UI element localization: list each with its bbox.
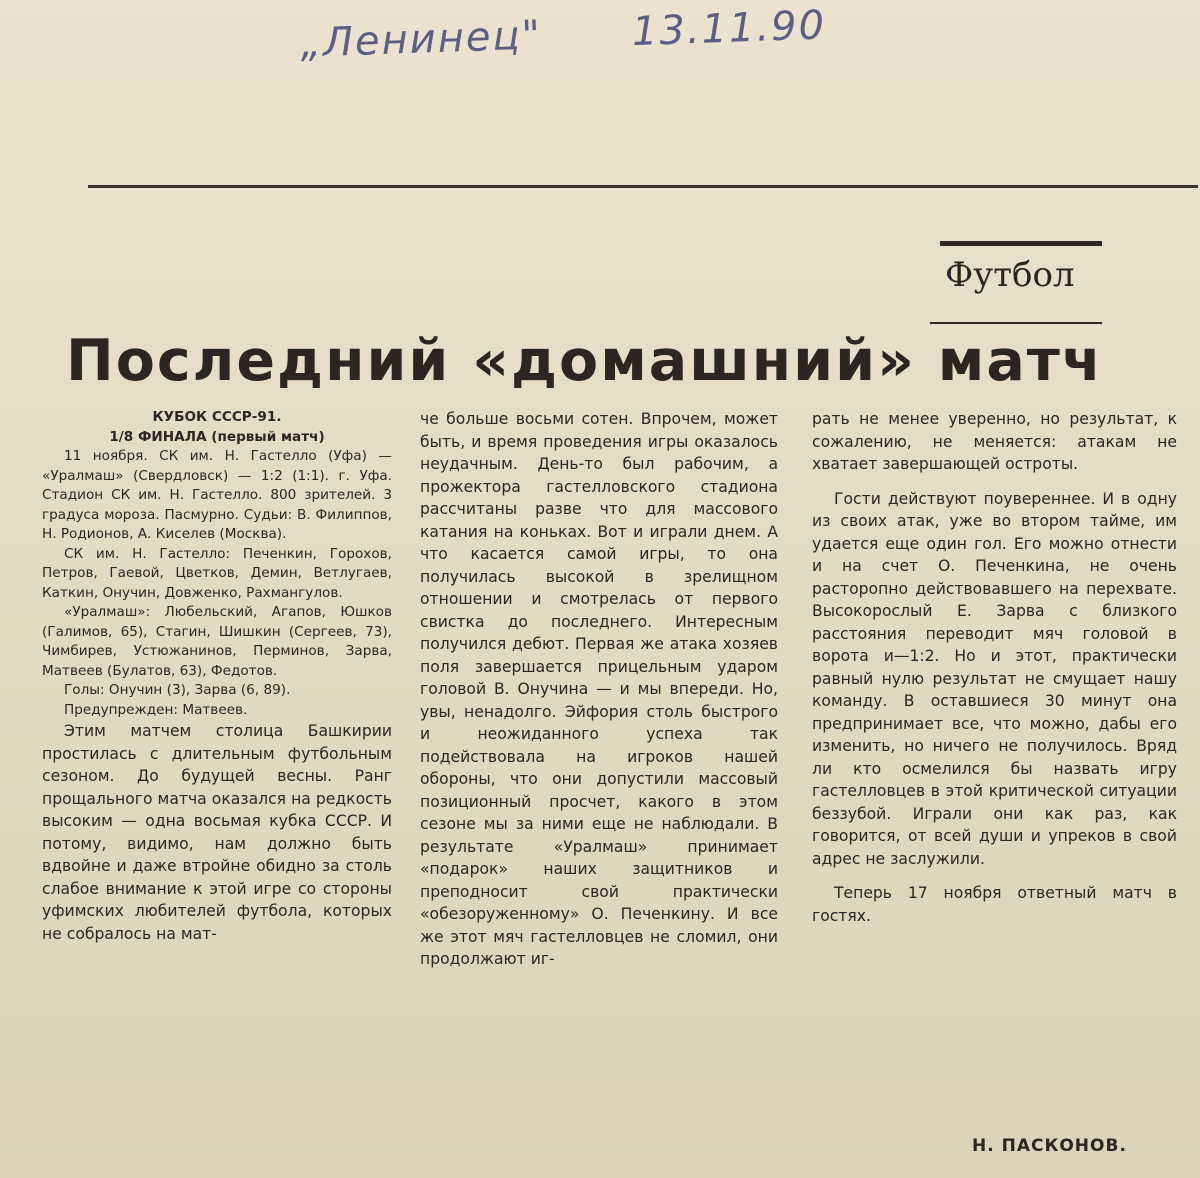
goals-line: Голы: Онучин (3), Зарва (6, 89). (64, 682, 291, 698)
away-team-lineup: «Уралмаш»: Любельский, Агапов, Юшков (Галимов, 65), Стагин, Шишкин (Сергеев, 73), Чимбирев, Устюжанинов, Перминов, Зарва, Матвеев (Булатов, 63), Федотов. (42, 604, 392, 679)
author-signature: Н. ПАСКОНОВ. (972, 1136, 1127, 1156)
article-paragraph-4: Гости действуют поувереннее. И в одну из своих атак, уже во втором тайме, им удается еще один гол. Его можно отнести и на счет О. Печенкина, не очень расторопно действовавшего на перехвате. Высокорослый Е. Зарва с близкого расстояния переводит мяч головой в ворота и—1:2. Но и этот, практически равный нулю результат не смущает нашу команду. В оставшиеся 30 минут она предпринимает все, что можно, дабы его изменить, но ничего не получилось. Вряд ли кто осмелился бы назвать игру гастелловцев в этой критической ситуации беззубой. Играли они как раз, как говорится, от всей души и упреков в свой адрес не заслужили. (812, 489, 1177, 868)
handwritten-note (299, 0, 916, 67)
article-column-2 (420, 408, 778, 971)
article-paragraph-5: Теперь 17 ноября ответный матч в гостях. (812, 884, 1177, 925)
article-paragraph-2: че больше восьми сотен. Впрочем, может быть, и время проведения игры оказалось неудачным. День-то был рабочим, а прожектора гастелловского стадиона рассчитаны разве что для массового катания на коньках. Вот и играли днем. А что касается самой игры, то она получилась высокой в зрелищном отношении и смотрелась от первого свистка до последнего. Интересным получился дебют. Первая же атака хозяев поля завершается прицельным ударом головой В. Онучина — и мы впереди. Но, увы, ненадолго. Эйфория столь быстрого и неожиданного успеха так подействовала на игроков нашей обороны, что они допустили массовый позиционный просчет, какого в этом сезоне мы за ними еще не наблюдали. В результате «Уралмаш» принимает «подарок» наших защитников и преподносит свой практически «обезоруженному» О. Печенкину. И все же этот мяч гастелловцев не сломил, они продолжают иг- (420, 410, 778, 968)
match-info-block (42, 408, 392, 720)
article-headline: Последний «домашний» матч (66, 328, 1103, 394)
article-column-3 (812, 408, 1177, 927)
cup-title: КУБОК СССР-91. (152, 409, 282, 425)
home-team-lineup: СК им. Н. Гастелло: Печенкин, Горохов, Петров, Гаевой, Цветков, Демин, Ветлугаев, Каткин, Онучин, Довженко, Рахмангулов. (42, 545, 392, 601)
article-column-1 (42, 408, 392, 945)
rubric-top-rule (940, 241, 1102, 246)
top-divider (88, 185, 1198, 188)
handwritten-newspaper-name: „Ленинец" (299, 12, 543, 67)
article-paragraph-1: Этим матчем столица Башкирии простилась с длительным футбольным сезоном. До будущей весны. Ранг прощального матча оказался на редкость высоким — одна восьмая кубка СССР. И потому, видимо, нам должно быть вдвойне и даже втройне обидно за столь слабое внимание к этой игре со стороны уфимских любителей футбола, которых не собралось на мат- (42, 722, 392, 943)
rubric-bottom-rule (930, 322, 1102, 324)
match-summary: 11 ноября. СК им. Н. Гастелло (Уфа) — «Уралмаш» (Свердловск) — 1:2 (1:1). г. Уфа. Стадион СК им. Н. Гастелло. 800 зрителей. 3 градуса мороза. Пасмурно. Судьи: В. Филиппов, Н. Родионов, А. Киселев (Москва). (42, 448, 392, 542)
cup-stage: 1/8 ФИНАЛА (первый матч) (109, 428, 325, 445)
article-paragraph-3: рать не менее уверенно, но результат, к сожалению, не меняется: атакам не хватает завершающей остроты. (812, 410, 1177, 473)
warning-line: Предупрежден: Матвеев. (64, 701, 248, 718)
rubric-label: Футбол (945, 255, 1075, 295)
handwritten-date: 13.11.90 (631, 2, 827, 56)
